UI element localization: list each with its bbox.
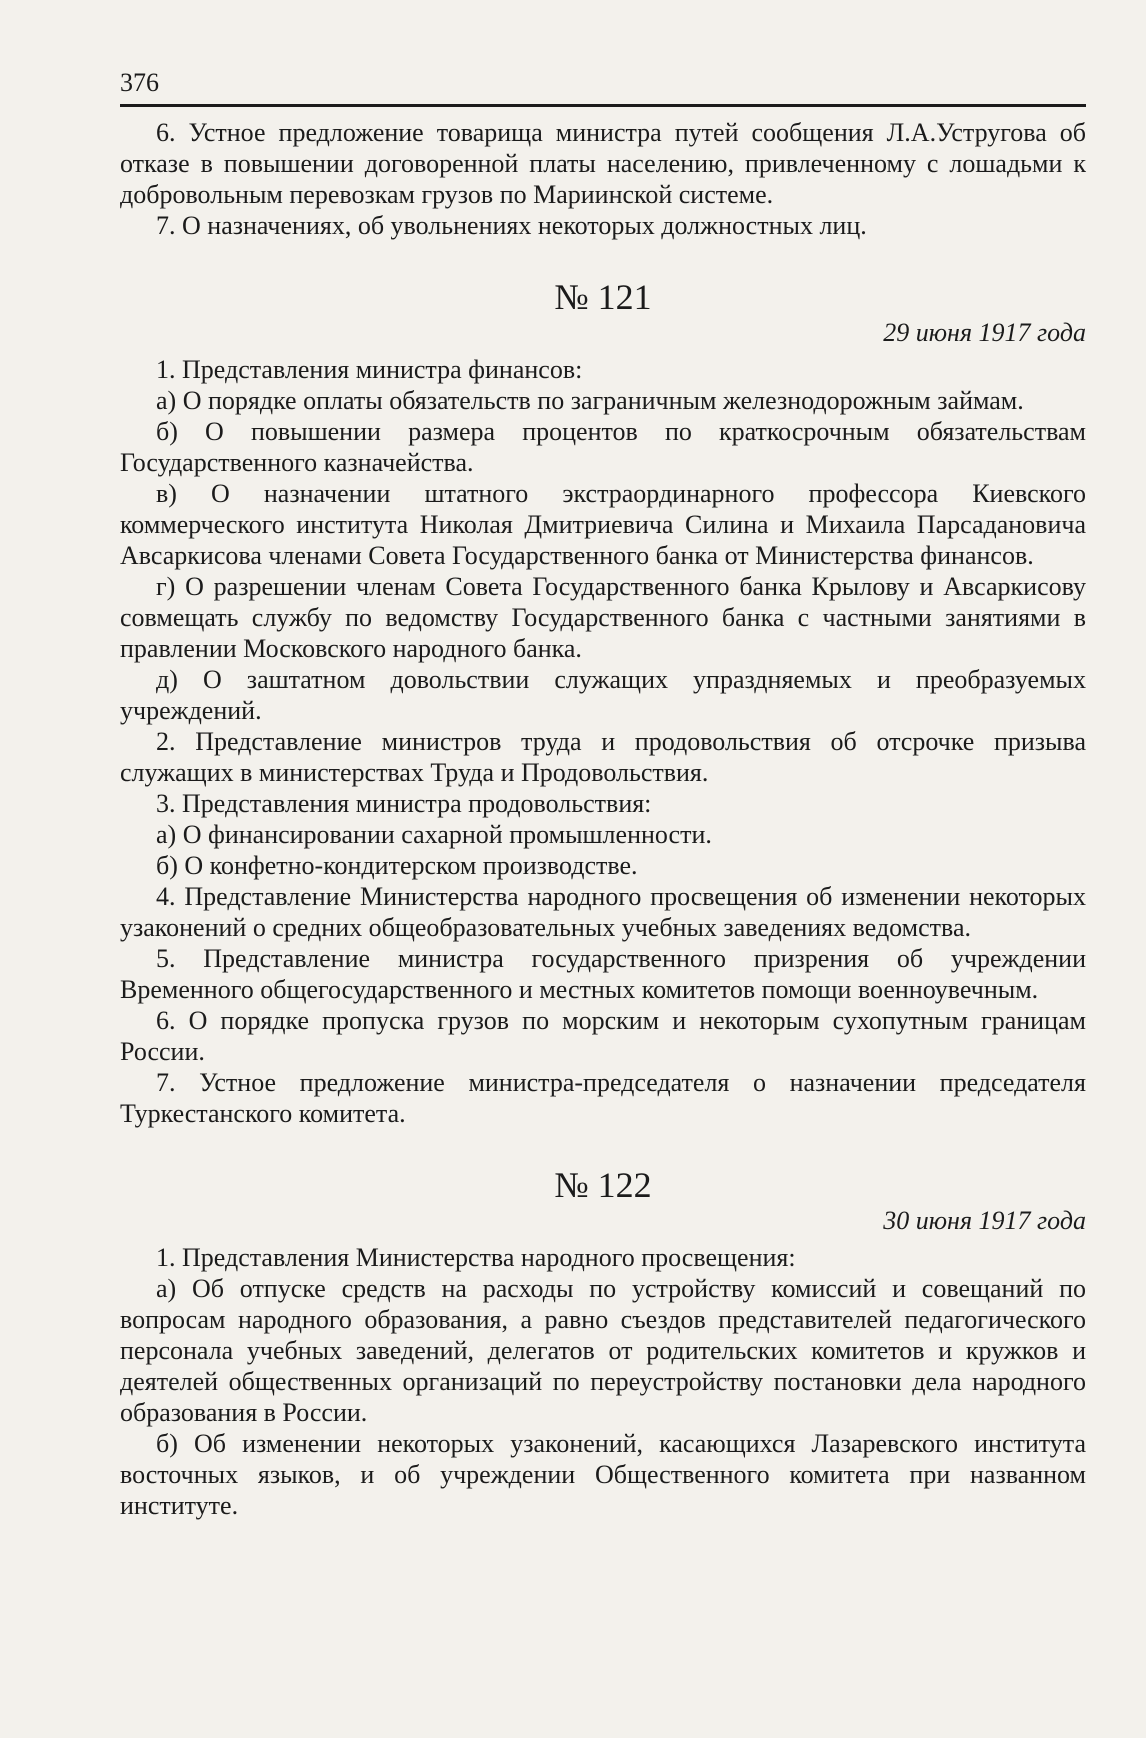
- document-body: [120, 117, 1086, 1521]
- paragraph: 4. Представление Министерства народного просвещения об изменении некоторых узаконений о средних общеобразовательных учебных заведениях ведомства.: [120, 882, 1086, 942]
- paragraph: 6. Устное предложение товарища министра путей сообщения Л.А.Устругова об отказе в повышении договоренной платы населению, привлеченному с лошадьми к добровольным перевозкам грузов по Мариинской системе.: [120, 118, 1086, 209]
- paragraph: а) О порядке оплаты обязательств по заграничным железнодорожным займам.: [156, 386, 1024, 415]
- paragraph: б) Об изменении некоторых узаконений, касающихся Лазаревского института восточных языков, и об учреждении Общественного комитета при названном институте.: [120, 1429, 1086, 1520]
- section-number: № 122: [554, 1165, 652, 1205]
- paragraph: в) О назначении штатного экстраординарного профессора Киевского коммерческого института Николая Дмитриевича Силина и Михаила Парсадановича Авсаркисова членами Совета Государственного банка от Министерства финансов.: [120, 479, 1086, 570]
- paragraph: г) О разрешении членам Совета Государственного банка Крылову и Авсаркисову совмещать службу по ведомству Государственного банка с частными занятиями в правлении Московского народного банка.: [120, 572, 1086, 663]
- paragraph: 5. Представление министра государственного призрения об учреждении Временного общегосударственного и местных комитетов помощи военноувечным.: [120, 944, 1086, 1004]
- paragraph: б) О повышении размера процентов по краткосрочным обязательствам Государственного казначейства.: [120, 417, 1086, 477]
- paragraph: 3. Представления министра продовольствия:: [156, 789, 652, 818]
- paragraph: д) О заштатном довольствии служащих упраздняемых и преобразуемых учреждений.: [120, 665, 1086, 725]
- section-date: 30 июня 1917 года: [883, 1206, 1086, 1235]
- paragraph: 7. Устное предложение министра-председателя о назначении председателя Туркестанского комитета.: [120, 1068, 1086, 1128]
- spacer: [120, 241, 1086, 277]
- section-number: № 121: [554, 277, 652, 317]
- page-number: 376: [120, 68, 159, 97]
- paragraph: а) О финансировании сахарной промышленности.: [156, 820, 712, 849]
- paragraph: 7. О назначениях, об увольнениях некоторых должностных лиц.: [156, 211, 867, 240]
- paragraph: б) О конфетно-кондитерском производстве.: [156, 851, 638, 880]
- paragraph: 1. Представления министра финансов:: [156, 355, 583, 384]
- paragraph: 1. Представления Министерства народного просвещения:: [156, 1243, 796, 1272]
- paragraph: 6. О порядке пропуска грузов по морским и некоторым сухопутным границам России.: [120, 1006, 1086, 1066]
- section-date: 29 июня 1917 года: [883, 318, 1086, 347]
- spacer: [120, 1129, 1086, 1165]
- paragraph: 2. Представление министров труда и продовольствия об отсрочке призыва служащих в министерствах Труда и Продовольствия.: [120, 727, 1086, 787]
- header-rule: [120, 104, 1086, 107]
- paragraph: а) Об отпуске средств на расходы по устройству комиссий и совещаний по вопросам народного образования, а равно съездов представителей педагогического персонала учебных заведений, делегатов от родительских комитетов и кружков и деятелей общественных организаций по переустройству постановки дела народного образования в России.: [120, 1274, 1086, 1427]
